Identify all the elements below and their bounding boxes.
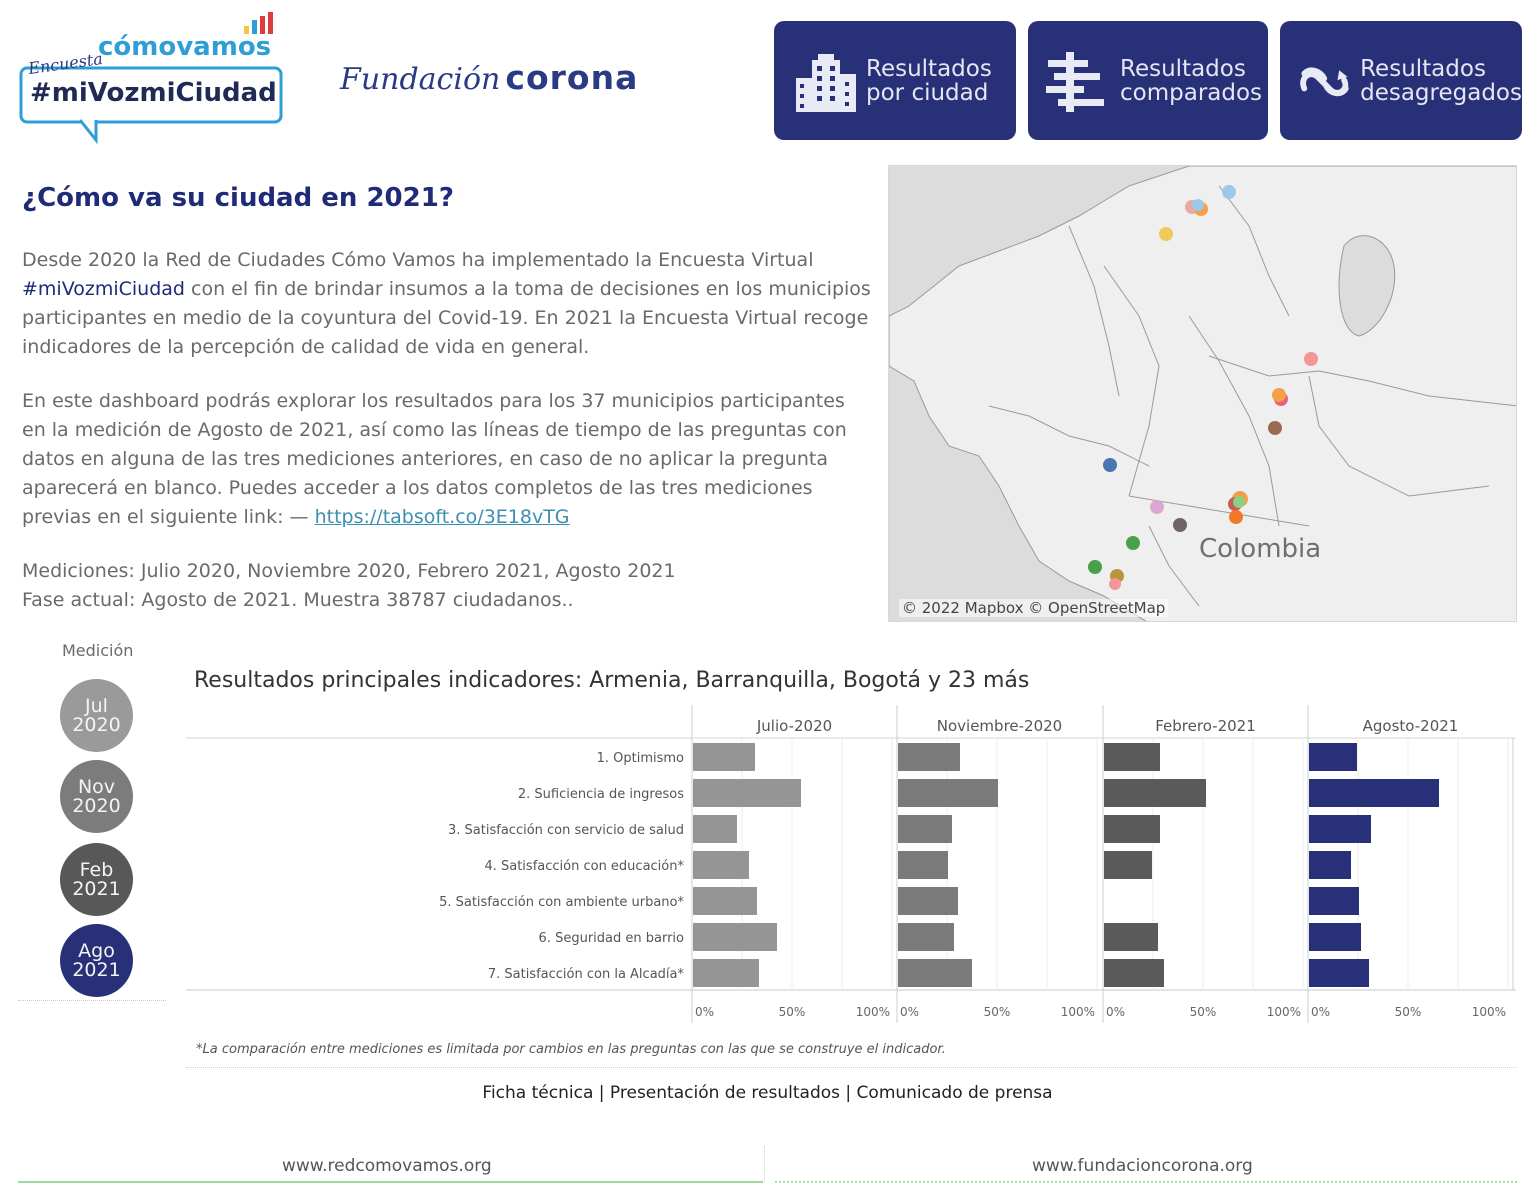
x-tick-label: 100% (1266, 1005, 1301, 1019)
intro-paragraph-2: En este dashboard podrás explorar los resultados para los 37 municipios participantes en la medición de Agosto de 2021, así como las líneas de tiempo de las preguntas con datos en alguna de las tres mediciones anteriores, en caso de no aplicar la pregunta aparecerá en blanco. Puedes acceder a los datos completos de las tres mediciones previas en el siguiente link: — https://tabsoft.co/3E18vTG (22, 390, 847, 528)
category-label: 5. Satisfacción con ambiente urbano* (439, 895, 684, 910)
intro-paragraph-3 (22, 557, 872, 615)
x-tick-label: 50% (983, 1005, 1011, 1019)
x-tick-label: 100% (855, 1005, 890, 1019)
category-label: 3. Satisfacción con servicio de salud (448, 823, 684, 838)
bar (1104, 779, 1206, 807)
indicators-bar-chart[interactable] (186, 705, 1516, 1023)
panel-header: Noviembre-2020 (936, 717, 1063, 735)
panel-header: Agosto-2021 (1362, 717, 1459, 735)
footer-divider-center (764, 1146, 765, 1182)
bar (898, 851, 948, 879)
fundacion-corona-logo: Fundación corona (340, 58, 639, 97)
x-tick-label: 0% (695, 1005, 715, 1019)
page-title: ¿Cómo va su ciudad en 2021? (22, 183, 454, 213)
hashtag-wordmark: #miVozmiCiudad (30, 78, 277, 108)
selector-divider (18, 1000, 166, 1002)
bar (693, 779, 801, 807)
bar (1104, 959, 1164, 987)
mediciones-text: Mediciones: Julio 2020, Noviembre 2020, Febrero 2021, Agosto 2021 (22, 560, 676, 582)
category-label: 4. Satisfacción con educación* (484, 859, 684, 874)
x-tick-label: 100% (1060, 1005, 1095, 1019)
nav-comparados-line2: comparados (1120, 79, 1263, 106)
x-tick-label: 0% (900, 1005, 920, 1019)
chart-divider (186, 1067, 1516, 1068)
category-label: 1. Optimismo (596, 751, 684, 766)
bar (898, 815, 952, 843)
chart-title: Resultados principales indicadores: Armenia, Barranquilla, Bogotá y 23 más (194, 668, 1030, 693)
panel-header: Julio-2020 (756, 717, 833, 735)
bar (1309, 851, 1351, 879)
category-label: 2. Suficiencia de ingresos (517, 787, 684, 802)
x-tick-label: 100% (1471, 1005, 1506, 1019)
bar (898, 887, 958, 915)
bar (898, 923, 954, 951)
medicion-feb-2021-button[interactable]: Feb 2021 (60, 843, 133, 916)
bar (693, 959, 759, 987)
hashtag-text: #miVozmiCiudad (22, 278, 185, 300)
bar (898, 779, 998, 807)
medicion-label: Medición (62, 641, 134, 660)
medicion-jul-2020-button[interactable]: Jul 2020 (60, 679, 133, 752)
nav-comparados-line1: Resultados (1120, 55, 1246, 82)
bar (898, 743, 960, 771)
bar (1309, 887, 1359, 915)
buildings-icon (790, 46, 860, 116)
comparison-bars-icon (1044, 46, 1114, 116)
footer-divider-left (18, 1181, 763, 1183)
fundacioncorona-link[interactable]: www.fundacioncorona.org (1032, 1156, 1253, 1176)
bar (1309, 959, 1369, 987)
ficha-tecnica-link[interactable]: Ficha técnica (482, 1083, 594, 1103)
footer-divider-right (775, 1181, 1517, 1183)
resultados-desagregados-button[interactable] (1280, 21, 1522, 140)
category-label: 6. Seguridad en barrio (538, 931, 684, 946)
bar (1309, 779, 1439, 807)
nav-ciudad-line1: Resultados (866, 55, 992, 82)
resultados-comparados-button[interactable] (1028, 21, 1268, 140)
comunicado-link[interactable]: Comunicado de prensa (856, 1083, 1053, 1103)
resource-links: Ficha técnica | Presentación de resultados | Comunicado de prensa (482, 1083, 1053, 1103)
chart-note: *La comparación entre mediciones es limitada por cambios en las preguntas con las que se construye el indicador. (196, 1042, 946, 1057)
bar (1104, 743, 1160, 771)
x-tick-label: 50% (1394, 1005, 1422, 1019)
map-attribution[interactable]: © 2022 Mapbox © OpenStreetMap (899, 599, 1168, 617)
bar (693, 743, 755, 771)
nav-desagregados-line1: Resultados (1360, 55, 1486, 82)
bar (693, 815, 737, 843)
presentacion-link[interactable]: Presentación de resultados (609, 1083, 840, 1103)
x-tick-label: 0% (1106, 1005, 1126, 1019)
split-arrows-icon (1296, 46, 1354, 116)
x-tick-label: 0% (1311, 1005, 1331, 1019)
x-tick-label: 50% (778, 1005, 806, 1019)
bar (693, 887, 757, 915)
x-tick-label: 50% (1189, 1005, 1217, 1019)
panel-header: Febrero-2021 (1155, 717, 1256, 735)
nav-desagregados-line2: desagregados (1360, 79, 1522, 106)
bar (1104, 851, 1152, 879)
nav-ciudad-line2: por ciudad (866, 79, 989, 106)
bar (693, 851, 749, 879)
comovamos-logo (18, 12, 286, 144)
bar (1309, 743, 1357, 771)
bar (693, 923, 777, 951)
bar (1309, 923, 1361, 951)
data-link[interactable]: https://tabsoft.co/3E18vTG (314, 506, 570, 528)
fase-text: Fase actual: Agosto de 2021. Muestra 38787 ciudadanos.. (22, 589, 574, 611)
comovamos-wordmark: cómovamos (98, 32, 272, 62)
bar (898, 959, 972, 987)
redcomovamos-link[interactable]: www.redcomovamos.org (282, 1156, 492, 1176)
medicion-nov-2020-button[interactable]: Nov 2020 (60, 760, 133, 833)
map-country-label: Colombia (1199, 534, 1322, 564)
intro-paragraph-1: Desde 2020 la Red de Ciudades Cómo Vamos ha implementado la Encuesta Virtual #miVozmiCiudad con el fin de brindar insumos a la toma de decisiones en los municipios participantes en medio de la coyuntura del Covid-19. En 2021 la Encuesta Virtual recoge indicadores de la percepción de calidad de vida en general. (22, 249, 871, 358)
encuesta-wordmark: Encuesta (27, 48, 104, 79)
resultados-por-ciudad-button[interactable] (774, 21, 1016, 140)
bar (1309, 815, 1371, 843)
bar (1104, 923, 1158, 951)
city-map[interactable] (888, 165, 1517, 622)
category-label: 7. Satisfacción con la Alcadía* (487, 967, 684, 982)
medicion-ago-2021-button[interactable]: Ago 2021 (60, 924, 133, 997)
bar (1104, 815, 1160, 843)
